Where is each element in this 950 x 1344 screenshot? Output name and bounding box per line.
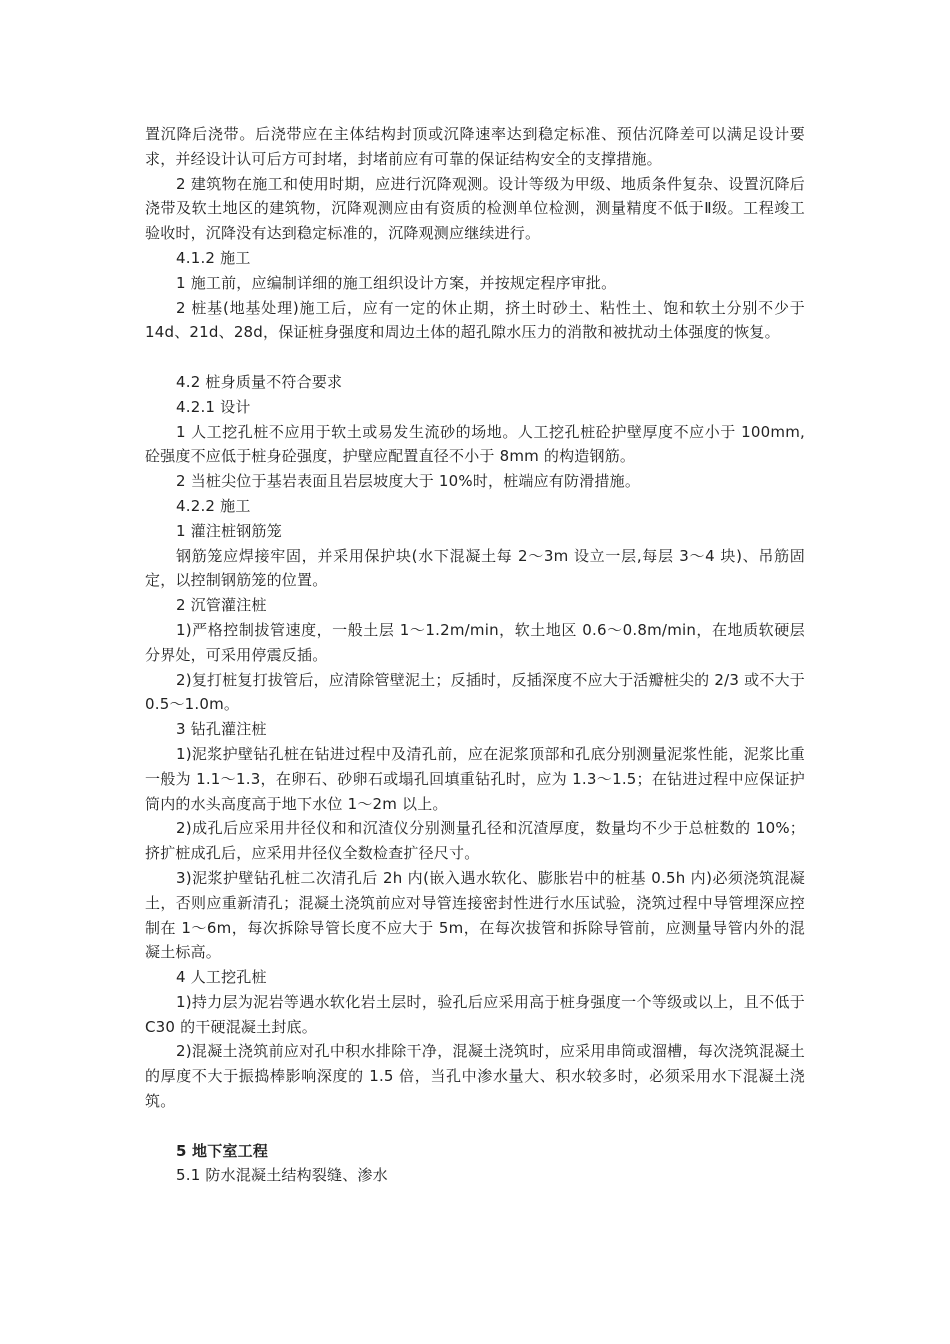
heading-4-2: 4.2 桩身质量不符合要求 [176, 372, 343, 391]
paragraph-manual-1: 1)持力层为泥岩等遇水软化岩土层时，验孔后应采用高于桩身强度一个等级或以上，且不低于 C30 的干硬混凝土封底。 [145, 992, 805, 1036]
subheading-sinking-pile: 2 沉管灌注桩 [176, 596, 267, 615]
paragraph-bored-2: 2)成孔后应采用井径仪和和沉渣仪分别测量孔径和沉渣厚度，数量均不少于总桩数的 10%；挤扩桩成孔后，应采用井径仪全数检查扩径尺寸。 [145, 819, 805, 863]
paragraph-settlement-strip: 置沉降后浇带。后浇带应在主体结构封顶或沉降速率达到稳定标准、预估沉降差可以满足设计要求，并经设计认可后方可封堵，封堵前应有可靠的保证结构安全的支撑措施。 [145, 125, 805, 168]
subheading-cage: 1 灌注桩钢筋笼 [176, 521, 282, 540]
heading-basement: 5 地下室工程 [176, 1141, 269, 1160]
paragraph-cage: 钢筋笼应焊接牢固，并采用保护块(水下混凝土每 2～3m 设立一层,每层 3～4 块)、吊筋固定，以控制钢筋笼的位置。 [145, 546, 805, 590]
paragraph-manual-2: 2)混凝土浇筑前应对孔中积水排除干净，混凝土浇筑时，应采用串筒或溜槽，每次浇筑混凝土的厚度不大于振捣棒影响深度的 1.5 倍，当孔中渗水量大、积水较多时，必须采用水下混凝土浇筑。 [145, 1042, 805, 1111]
paragraph-settlement-observation: 2 建筑物在施工和使用时期，应进行沉降观测。设计等级为甲级、地质条件复杂、设置沉降后浇带及软土地区的建筑物，沉降观测应由有资质的检测单位检测，测量精度不低于Ⅱ级。工程竣工验收时，沉降没有达到稳定标准的，沉降观测应继续进行。 [145, 174, 805, 243]
paragraph-sinking-1: 1)严格控制拔管速度，一般土层 1～1.2m/min，软土地区 0.6～0.8m/min，在地质软硬层分界处，可采用停震反插。 [145, 620, 805, 664]
paragraph-manual-pile: 1 人工挖孔桩不应用于软土或易发生流砂的场地。人工挖孔桩砼护壁厚度不应小于 100mm,砼强度不应低于桩身砼强度，护壁应配置直径不小于 8mm 的构造钢筋。 [145, 422, 805, 466]
subheading-bored-pile: 3 钻孔灌注桩 [176, 720, 267, 739]
paragraph-construction-plan: 1 施工前，应编制详细的施工组织设计方案，并按规定程序审批。 [176, 273, 617, 292]
paragraph-bored-3: 3)泥浆护壁钻孔桩二次清孔后 2h 内(嵌入遇水软化、膨胀岩中的桩基 0.5h 内)必须浇筑混凝土，否则应重新清孔；混凝土浇筑前应对导管连接密封性进行水压试验，浇筑过程中导管埋深应控制在 1～6m，每次拆除导管长度不应大于 5m，在每次拔管和拆除导管前，应测量导管内外的混凝土标高。 [145, 868, 805, 962]
subheading-manual-pile: 4 人工挖孔桩 [176, 968, 267, 987]
blank-line [145, 1114, 805, 1139]
paragraph-bored-1: 1)泥浆护壁钻孔桩在钻进过程中及清孔前，应在泥浆顶部和孔底分别测量泥浆性能，泥浆比重一般为 1.1～1.3，在卵石、砂卵石或塌孔回填重钻孔时，应为 1.3～1.5；在钻进过程中应保证护筒内的水头高度高于地下水位 1～2m 以上。 [145, 744, 805, 813]
paragraph-pile-tip: 2 当桩尖位于基岩表面且岩层坡度大于 10%时，桩端应有防滑措施。 [176, 472, 641, 491]
blank-line [145, 345, 805, 370]
paragraph-sinking-2: 2)复打桩复打拔管后，应清除管壁泥土；反插时，反插深度不应大于活瓣桩尖的 2/3 或不大于 0.5～1.0m。 [145, 670, 805, 714]
heading-4-2-1: 4.2.1 设计 [176, 397, 251, 416]
heading-4-2-2: 4.2.2 施工 [176, 496, 251, 515]
paragraph-rest-period: 2 桩基(地基处理)施工后，应有一定的休止期，挤土时砂土、粘性土、饱和软土分别不少于 14d、21d、28d，保证桩身强度和周边土体的超孔隙水压力的消散和被扰动土体强度的恢复。 [145, 298, 805, 342]
document-body [145, 122, 805, 1188]
heading-4-1-2: 4.1.2 施工 [176, 248, 251, 267]
heading-5-1: 5.1 防水混凝土结构裂缝、渗水 [176, 1166, 388, 1185]
